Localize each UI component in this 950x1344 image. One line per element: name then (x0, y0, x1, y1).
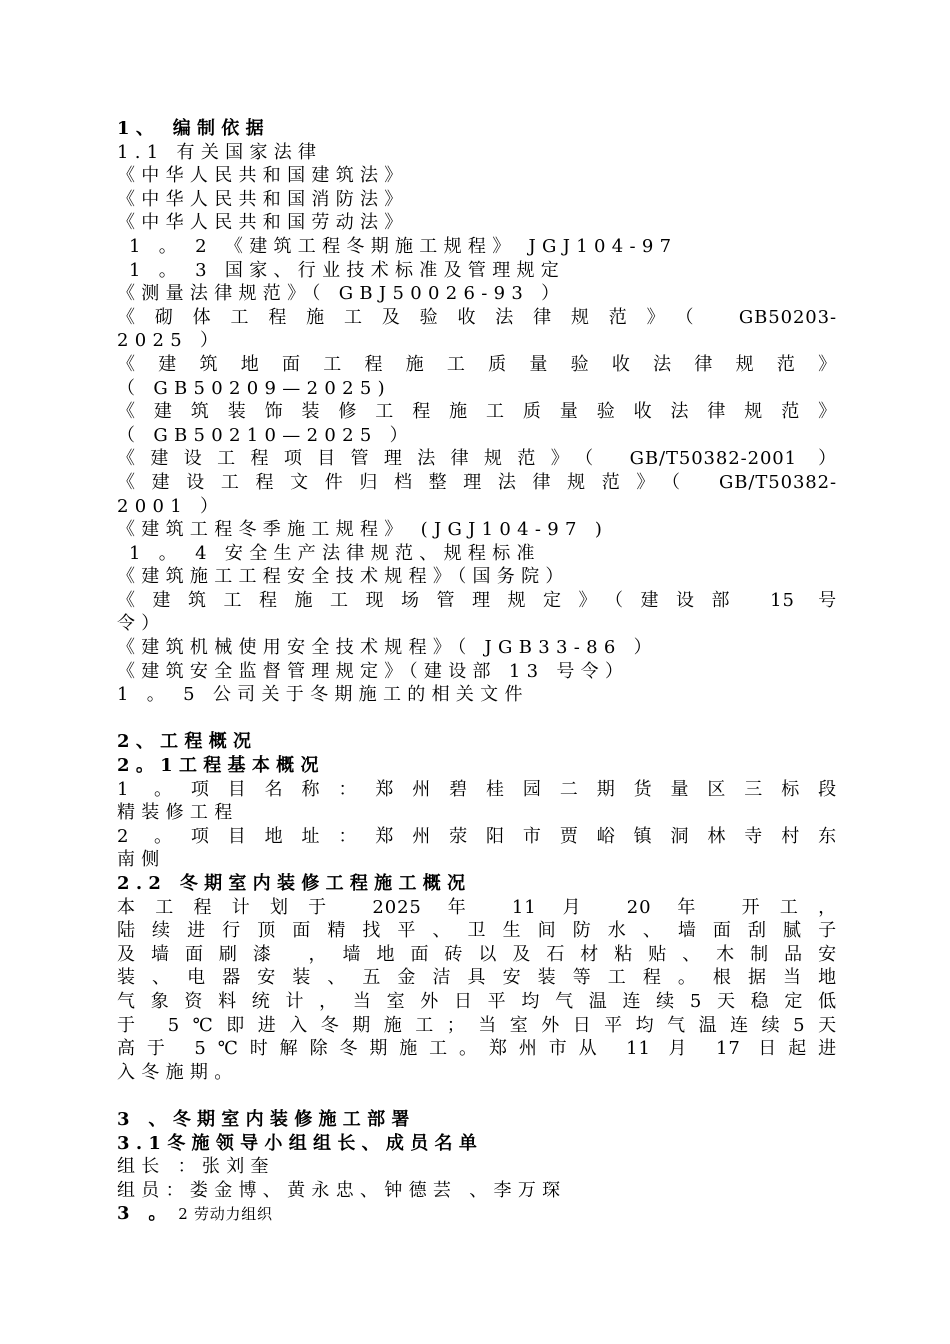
line-text: 气象资料统计，当室外日平均气温连续5天稳定低 (117, 990, 837, 1012)
text-line (117, 471, 837, 495)
text-line (117, 424, 837, 448)
text-line (117, 542, 837, 566)
text-line (117, 400, 837, 424)
text-line (117, 259, 837, 283)
line-text: 1.1 有关国家法律 (117, 141, 323, 163)
text-line (117, 589, 837, 613)
text-line (117, 518, 837, 542)
line-text: 1 。 2 《建筑工程冬期施工规程》 JGJ104-97 (117, 235, 678, 257)
line-text: 《建设工程项目管理法律规范》（ GB/T50382-2001 ） (117, 448, 837, 470)
text-line (117, 1155, 837, 1179)
line-text: 及墙面刷漆 ，墙地面砖以及石材粘贴、木制品安 (117, 943, 837, 965)
text-line (117, 990, 837, 1014)
text-line (117, 825, 837, 849)
line-text: 陆续进行顶面精找平、卫生间防水、墙面刮腻子 (117, 920, 837, 942)
line-text: 《测量法律规范》（ GBJ50026-93 ） (117, 283, 566, 305)
text-line (117, 683, 837, 707)
blank-line (117, 1084, 837, 1108)
line-text: 《建筑施工工程安全技术规程》（国务院） (117, 566, 570, 588)
line-text: 2。1工程基本概况 (117, 755, 325, 777)
text-line (117, 329, 837, 353)
text-line (117, 1014, 837, 1038)
line-text: 1 。 4 安全生产法律规范、规程标准 (117, 542, 541, 564)
text-line (117, 636, 837, 660)
line-text: 于 5℃即进入冬期施工；当室外日平均气温连续5天 (117, 1014, 837, 1036)
text-line (117, 164, 837, 188)
line-text: 《建筑地面工程施工质量验收法律规范》 (117, 353, 837, 375)
text-line (117, 565, 837, 589)
line-text: 装、电器安装、五金洁具安装等工程。根据当地 (117, 967, 837, 989)
line-text: 1、 编制依据 (117, 118, 270, 139)
line-text: 令） (117, 613, 166, 635)
line-text: 《中华人民共和国劳动法》 (117, 212, 409, 234)
section-heading (117, 1108, 837, 1132)
line-text: 南侧 (117, 849, 166, 871)
line-text: 入冬施期。 (117, 1061, 239, 1083)
section-heading (117, 1202, 837, 1226)
line-text: 高于 5℃时解除冬期施工。郑州市从 11 月 17 日起进 (117, 1038, 837, 1060)
text-line (117, 919, 837, 943)
line-text: 《砌体工程施工及验收法律规范》（ GB50203- (117, 306, 837, 328)
line-text: 2025 ） (117, 330, 225, 352)
text-line (117, 848, 837, 872)
text-line (117, 943, 837, 967)
line-text: 《建筑机械使用安全技术规程》（ JGB33-86 ） (117, 637, 658, 659)
text-line (117, 188, 837, 212)
section-heading (117, 754, 837, 778)
line-text: 《建筑工程冬季施工规程》 (JGJ104-97 ) (117, 519, 609, 541)
line-text: 3.1冬施领导小组组长、成员名单 (117, 1132, 484, 1154)
text-line (117, 235, 837, 259)
line-text: 1 。 5 公司关于冬期施工的相关文件 (117, 684, 529, 706)
section-heading (117, 730, 837, 754)
text-line (117, 377, 837, 401)
text-line (117, 306, 837, 330)
line-text: 1 。 3 国家、行业技术标准及管理规定 (117, 259, 566, 281)
line-text: 组员：娄金博、黄永忠、钟德芸 、李万琛 (117, 1179, 567, 1201)
text-line (117, 1179, 837, 1203)
line-text: 《中华人民共和国建筑法》 (117, 165, 409, 187)
text-line (117, 141, 837, 165)
line-text: 3 。 (117, 1203, 173, 1225)
line-tail-text: 2 劳动力组织 (172, 1205, 273, 1224)
section-heading (117, 117, 837, 141)
line-text: 《建设工程文件归档整理法律规范》（ GB/T50382- (117, 471, 837, 493)
text-line (117, 966, 837, 990)
line-text: 2001 ） (117, 495, 225, 517)
line-text: 2 。项目地址：郑州荥阳市贾峪镇洞林寺村东 (117, 825, 837, 847)
text-line (117, 353, 837, 377)
document-body (117, 117, 837, 1226)
line-text: 2.2 冬期室内装修工程施工概况 (117, 873, 472, 894)
text-line (117, 447, 837, 471)
line-text: 本工程计划于 2025 年 11 月 20 年 开工， (117, 896, 837, 918)
text-line (117, 778, 837, 802)
line-text: （ GB50210—2025 ） (117, 424, 414, 446)
line-text: 2、工程概况 (117, 731, 258, 753)
line-text: 3 、冬期室内装修施工部署 (117, 1108, 416, 1130)
line-text: 1 。项目名称：郑州碧桂园二期货量区三标段 (117, 778, 837, 800)
line-text: （ GB50209—2025) (117, 377, 391, 399)
line-text: 《建筑装饰装修工程施工质量验收法律规范》 (117, 401, 837, 423)
line-text: 组长 ：张刘奎 (117, 1156, 275, 1178)
text-line (117, 1037, 837, 1061)
text-line (117, 896, 837, 920)
text-line (117, 495, 837, 519)
text-line (117, 801, 837, 825)
text-line (117, 660, 837, 684)
section-heading (117, 872, 837, 896)
text-line (117, 211, 837, 235)
text-line (117, 612, 837, 636)
text-line (117, 1061, 837, 1085)
line-text: 《建筑工程施工现场管理规定》（建设部 15 号 (117, 589, 837, 611)
line-text: 《中华人民共和国消防法》 (117, 188, 409, 210)
text-line (117, 282, 837, 306)
section-heading (117, 1132, 837, 1156)
line-text: 精装修工程 (117, 802, 239, 824)
line-text: 《建筑安全监督管理规定》（建设部 13 号令） (117, 660, 630, 682)
blank-line (117, 707, 837, 731)
